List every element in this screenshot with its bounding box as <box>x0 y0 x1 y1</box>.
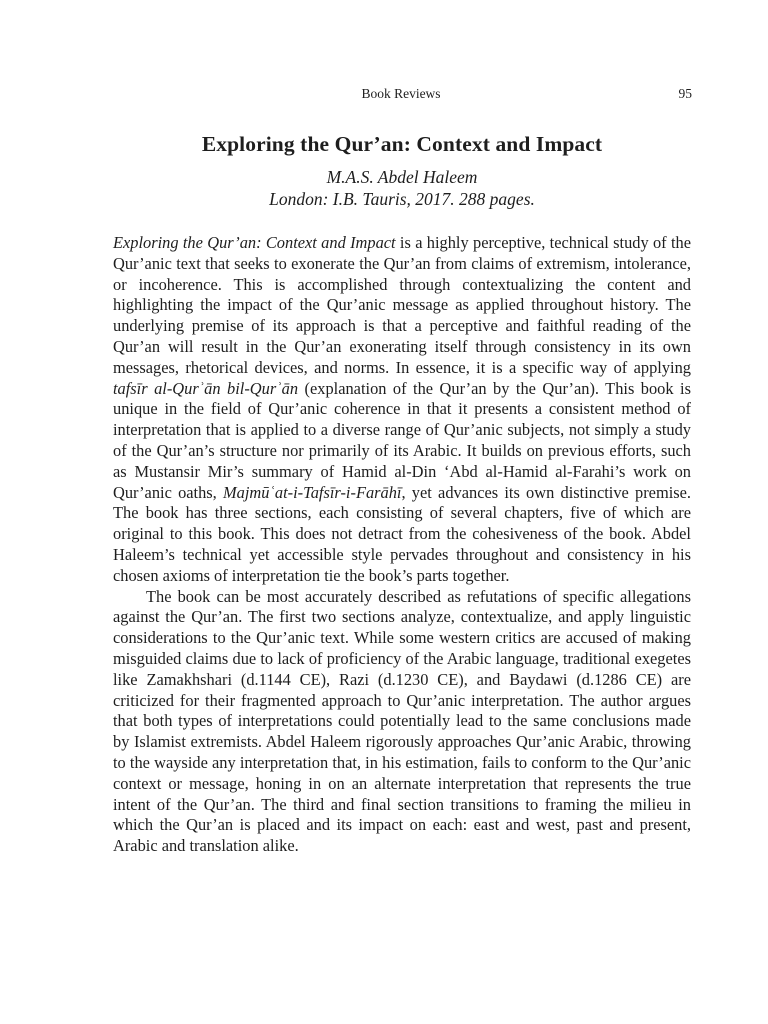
paragraph-1-text-a: is a highly perceptive, technical study of the Qur’anic text that seeks to exonerate the Qur’an from claims of extremism, intolerance, or incoherence. This is accomplished through contextualizing the content and highlighting the impact of the Qur’anic message as applied throughout history. The underlying premise of its approach is that a perceptive and faithful reading of the Qur’an will result in the Qur’an exonerating itself through consistency in its own messages, rhetorical devices, and norms. In essence, it is a specific way of applying <box>113 233 691 377</box>
review-author: M.A.S. Abdel Haleem <box>326 167 478 187</box>
tafsir-italic: tafsīr al-Qurʾān bil-Qurʾān <box>113 378 299 398</box>
review-title: Exploring the Qur’an: Context and Impact <box>201 132 603 156</box>
paragraph-1-text-c: , yet advances its own distinctive premise. The book has three sections, each consisting of several chapters, five of which are original to this book. This does not detract from the cohesiveness of the book. Abdel Haleem’s technical yet accessible style pervades throughout and consistency in his chosen axioms of interpretation tie the book’s parts together. <box>113 482 691 585</box>
page-number: 95 <box>678 86 692 101</box>
paragraph-1 <box>113 233 691 587</box>
publication-info: London: I.B. Tauris, 2017. 288 pages. <box>269 189 535 209</box>
running-head-section: Book Reviews <box>361 86 441 101</box>
review-header <box>113 130 691 210</box>
paragraph-2: The book can be most accurately described as refutations of specific allegations against the Qur’an. The first two sections analyze, contextualize, and apply linguistic considerations to the Qur’anic text. While some western critics are accused of making misguided claims due to lack of proficiency of the Arabic language, traditional exegetes like Zamakhshari (d.1144 CE), Razi (d.1230 CE), and Baydawi (d.1286 CE) are criticized for their fragmented approach to Qur’anic interpretation. The author argues that both types of interpretations could potentially lead to the same conclusions made by Islamist extremists. Abdel Haleem rigorously approaches Qur’anic Arabic, throwing to the wayside any interpretation that, in his estimation, fails to conform to the Qur’anic context or message, honing in on an alternate interpretation that represents the true intent of the Qur’an. The third and final section transitions to framing the milieu in which the Qur’an is placed and its impact on each: east and west, past and present, Arabic and translation alike. <box>113 586 691 856</box>
majmuat-italic: Majmūʿat-i-Tafsīr-i-Farāhī <box>223 482 402 502</box>
book-title-italic: Exploring the Qur’an: Context and Impact <box>113 233 396 252</box>
running-head <box>0 86 768 104</box>
paragraph-1-text-b: (explanation of the Qur’an by the Qur’an). This book is unique in the field of Qur’anic coherence in that it presents a consistent method of interpretation that is applied to a diverse range of Qur’anic subjects, not simply a study of the Qur’an’s structure nor primarily of its Arabic. It builds on previous efforts, such as Mustansir Mir’s summary of Hamid al-Din ‘Abd al-Hamid al-Farahi’s work on Qur’anic oaths, <box>113 378 691 502</box>
review-body <box>113 233 691 857</box>
